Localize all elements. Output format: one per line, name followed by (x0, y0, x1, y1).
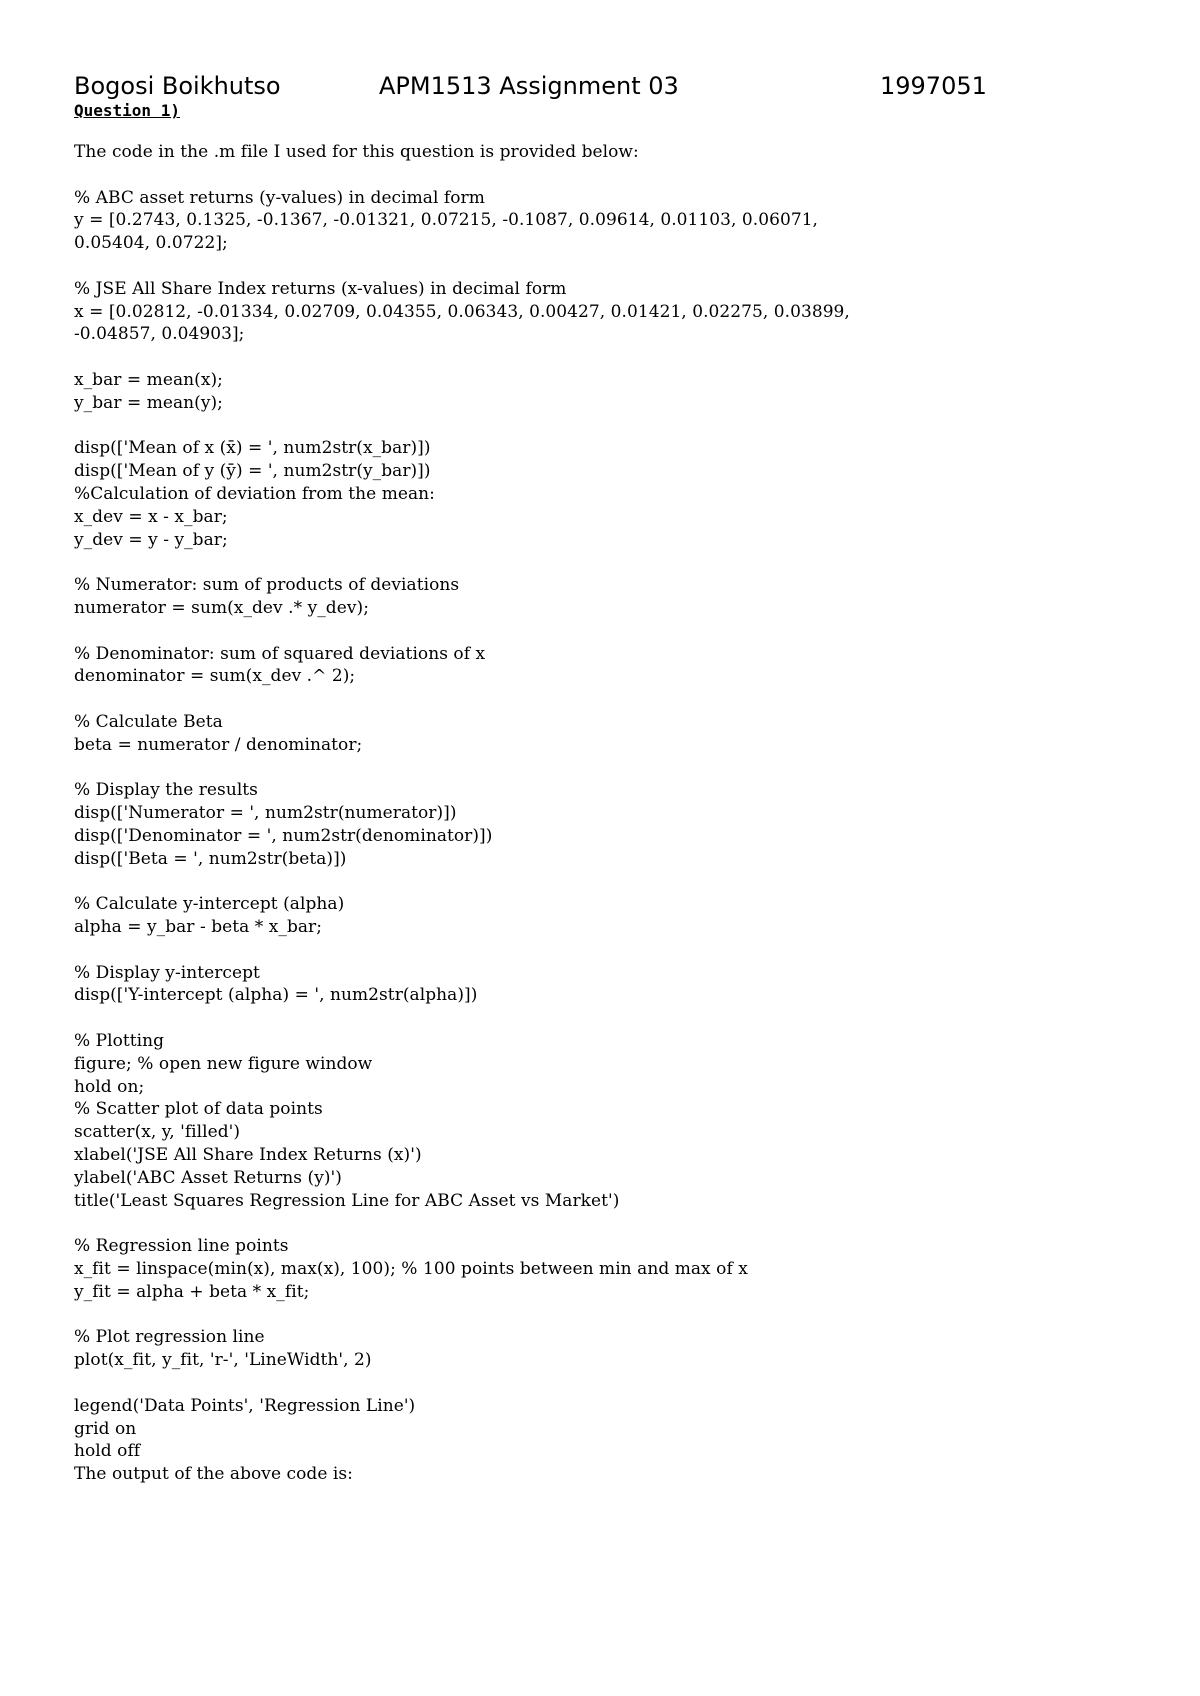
code-line: hold off (74, 1441, 141, 1462)
blank-line (74, 757, 1154, 780)
code-line: % ABC asset returns (y-values) in decimal form (74, 187, 485, 208)
code-line: % Regression line points (74, 1236, 289, 1257)
code-listing (74, 141, 1154, 1486)
blank-line (74, 164, 1154, 187)
code-line: y_bar = mean(y); (74, 392, 223, 413)
code-line: x_fit = linspace(min(x), max(x), 100); % 100 points between min and max of x (74, 1259, 748, 1280)
code-line: y_fit = alpha + beta * x_fit; (74, 1281, 310, 1302)
author-name: Bogosi Boikhutso (74, 72, 281, 100)
code-line: disp(['Y-intercept (alpha) = ', num2str(alpha)]) (74, 985, 478, 1006)
code-line: disp(['Mean of y (ȳ) = ', num2str(y_bar)]) (74, 461, 431, 482)
code-line: numerator = sum(x_dev .* y_dev); (74, 597, 369, 618)
code-line: x_dev = x - x_bar; (74, 506, 228, 527)
code-line: % Plot regression line (74, 1327, 265, 1348)
code-line: % Denominator: sum of squared deviations of x (74, 643, 486, 664)
code-line: y_dev = y - y_bar; (74, 529, 228, 550)
code-line: % Plotting (74, 1031, 165, 1052)
code-line: The code in the .m file I used for this question is provided below: (74, 142, 639, 162)
code-line: disp(['Beta = ', num2str(beta)]) (74, 848, 347, 869)
code-line: The output of the above code is: (74, 1464, 353, 1485)
blank-line (74, 551, 1154, 574)
page-header (74, 70, 1134, 102)
assignment-title: APM1513 Assignment 03 (379, 72, 679, 100)
code-line: disp(['Denominator = ', num2str(denominator)]) (74, 825, 493, 846)
code-line: -0.04857, 0.04903]; (74, 324, 245, 345)
code-line: y = [0.2743, 0.1325, -0.1367, -0.01321, 0.07215, -0.1087, 0.09614, 0.01103, 0.06071, (74, 210, 819, 231)
code-line: scatter(x, y, 'filled') (74, 1122, 241, 1143)
code-line: % Calculate Beta (74, 711, 223, 732)
code-line: legend('Data Points', 'Regression Line') (74, 1395, 416, 1416)
code-line: % Display the results (74, 780, 258, 801)
blank-line (74, 871, 1154, 894)
code-line: % Calculate y-intercept (alpha) (74, 894, 345, 915)
code-line: % JSE All Share Index returns (x-values) in decimal form (74, 278, 567, 299)
student-number: 1997051 (880, 72, 987, 100)
code-line: title('Least Squares Regression Line for ABC Asset vs Market') (74, 1190, 620, 1211)
code-line: denominator = sum(x_dev .^ 2); (74, 666, 356, 687)
code-line: plot(x_fit, y_fit, 'r-', 'LineWidth', 2) (74, 1350, 372, 1371)
code-line: xlabel('JSE All Share Index Returns (x)') (74, 1145, 422, 1166)
code-line: figure; % open new figure window (74, 1053, 373, 1074)
blank-line (74, 415, 1154, 438)
code-line: x = [0.02812, -0.01334, 0.02709, 0.04355, 0.06343, 0.00427, 0.01421, 0.02275, 0.03899, (74, 301, 850, 322)
question-heading: Question 1) (74, 101, 180, 120)
blank-line (74, 346, 1154, 369)
code-line: alpha = y_bar - beta * x_bar; (74, 917, 323, 938)
code-line: % Numerator: sum of products of deviations (74, 575, 460, 596)
code-line: %Calculation of deviation from the mean: (74, 483, 435, 504)
code-line: grid on (74, 1418, 137, 1439)
blank-line (74, 255, 1154, 278)
code-line: % Display y-intercept (74, 962, 260, 983)
blank-line (74, 939, 1154, 962)
code-line: disp(['Numerator = ', num2str(numerator)]) (74, 803, 457, 824)
code-line: % Scatter plot of data points (74, 1099, 323, 1120)
code-line: 0.05404, 0.0722]; (74, 233, 228, 254)
blank-line (74, 1372, 1154, 1395)
blank-line (74, 1212, 1154, 1235)
blank-line (74, 620, 1154, 643)
code-line: ylabel('ABC Asset Returns (y)') (74, 1167, 342, 1188)
code-line: hold on; (74, 1076, 145, 1097)
blank-line (74, 1007, 1154, 1030)
code-line: x_bar = mean(x); (74, 369, 223, 390)
code-line: disp(['Mean of x (x̄) = ', num2str(x_bar)]) (74, 438, 431, 459)
blank-line (74, 1304, 1154, 1327)
code-line: beta = numerator / denominator; (74, 734, 363, 755)
blank-line (74, 688, 1154, 711)
